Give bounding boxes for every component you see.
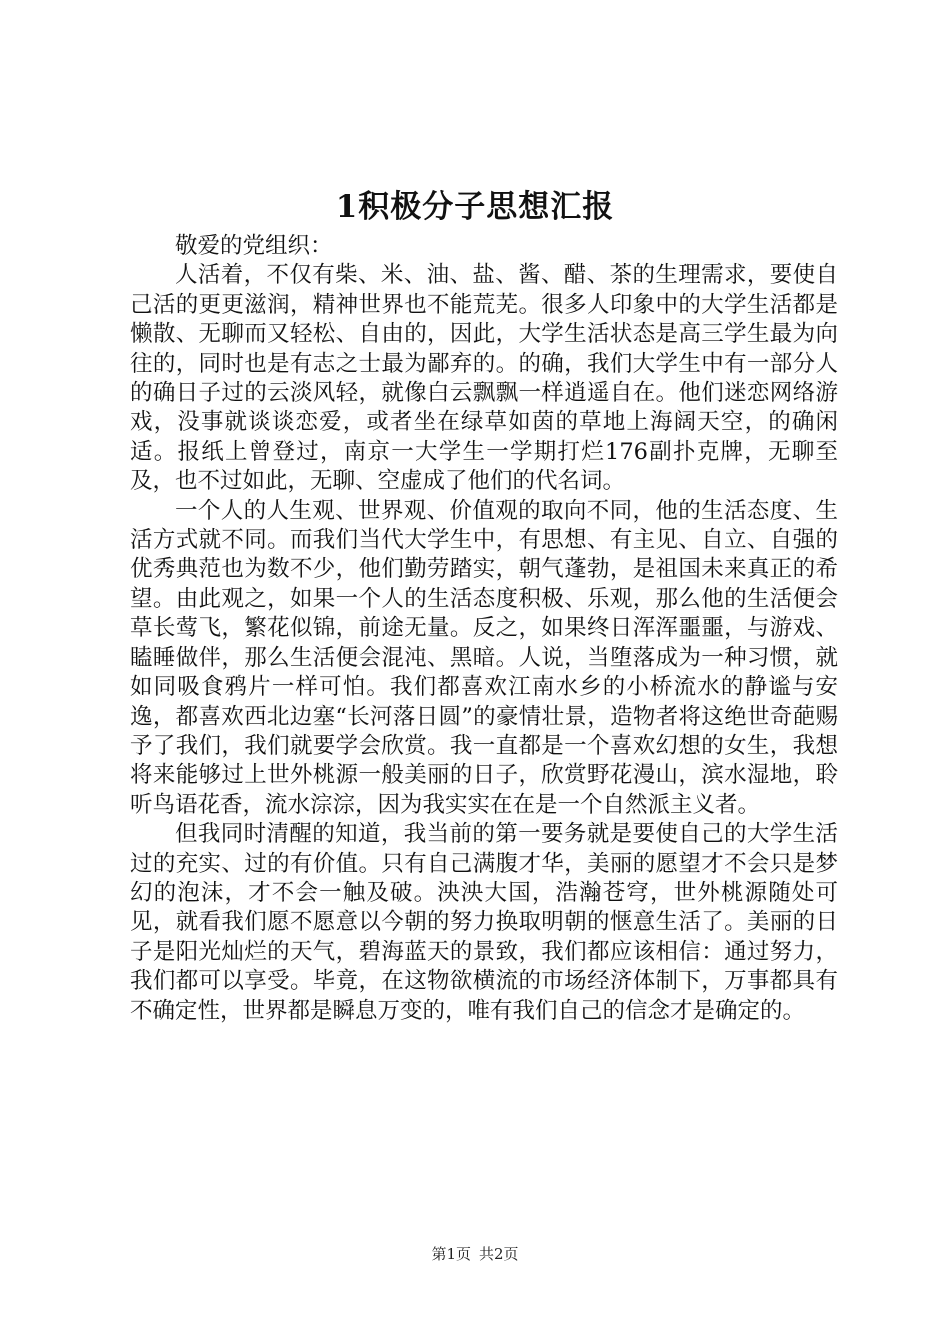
page-number: 第1页 — [431, 1245, 471, 1263]
salutation: 敬爱的党组织： — [175, 233, 333, 259]
body-paragraph: 但我同时清醒的知道，我当前的第一要务就是要使自己的大学生活过的充实、过的有价值。只有自己满腹才华，美丽的愿望才不会只是梦幻的泡沫，才不会一触及破。泱泱大国，浩瀚苍穹，世外桃源随处可见，就看我们愿不愿意以今朝的努力换取明朝的惬意生活了。美丽的日子是阳光灿烂的天气，碧海蓝天的景致，我们都应该相信：通过努力，我们都可以享受。毕竟，在这物欲横流的市场经济体制下，万事都具有不确定性，世界都是瞬息万变的，唯有我们自己的信念才是确定的。 — [130, 821, 838, 1024]
page-footer — [0, 1244, 950, 1264]
page-title: 1积极分子思想汇报 — [335, 189, 615, 225]
document-body — [130, 232, 838, 1026]
body-paragraph: 一个人的人生观、世界观、价值观的取向不同，他的生活态度、生活方式就不同。而我们当代大学生中，有思想、有主见、自立、自强的优秀典范也为数不少，他们勤劳踏实，朝气蓬勃，是祖国未来真正的希望。由此观之，如果一个人的生活态度积极、乐观，那么他的生活便会草长莺飞，繁花似锦，前途无量。反之，如果终日浑浑噩噩，与游戏、瞌睡做伴，那么生活便会混沌、黑暗。人说，当堕落成为一种习惯，就如同吸食鸦片一样可怕。我们都喜欢江南水乡的小桥流水的静谧与安逸，都喜欢西北边塞“长河落日圆”的豪情壮景，造物者将这绝世奇葩赐予了我们，我们就要学会欣赏。我一直都是一个喜欢幻想的女生，我想将来能够过上世外桃源一般美丽的日子，欣赏野花漫山，滨水湿地，聆听鸟语花香，流水淙淙，因为我实实在在是一个自然派主义者。 — [130, 497, 838, 818]
page-total: 共2页 — [479, 1245, 519, 1263]
body-paragraph: 人活着，不仅有柴、米、油、盐、酱、醋、茶的生理需求，要使自己活的更更滋润，精神世界也不能荒芜。很多人印象中的大学生活都是懒散、无聊而又轻松、自由的，因此，大学生活状态是高三学生最为向往的，同时也是有志之士最为鄙弃的。的确，我们大学生中有一部分人的确日子过的云淡风轻，就像白云飘飘一样逍遥自在。他们迷恋网络游戏，没事就谈谈恋爱，或者坐在绿草如茵的草地上海阔天空，的确闲适。报纸上曾登过，南京一大学生一学期打烂176副扑克牌，无聊至及，也不过如此，无聊、空虚成了他们的代名词。 — [130, 262, 838, 495]
